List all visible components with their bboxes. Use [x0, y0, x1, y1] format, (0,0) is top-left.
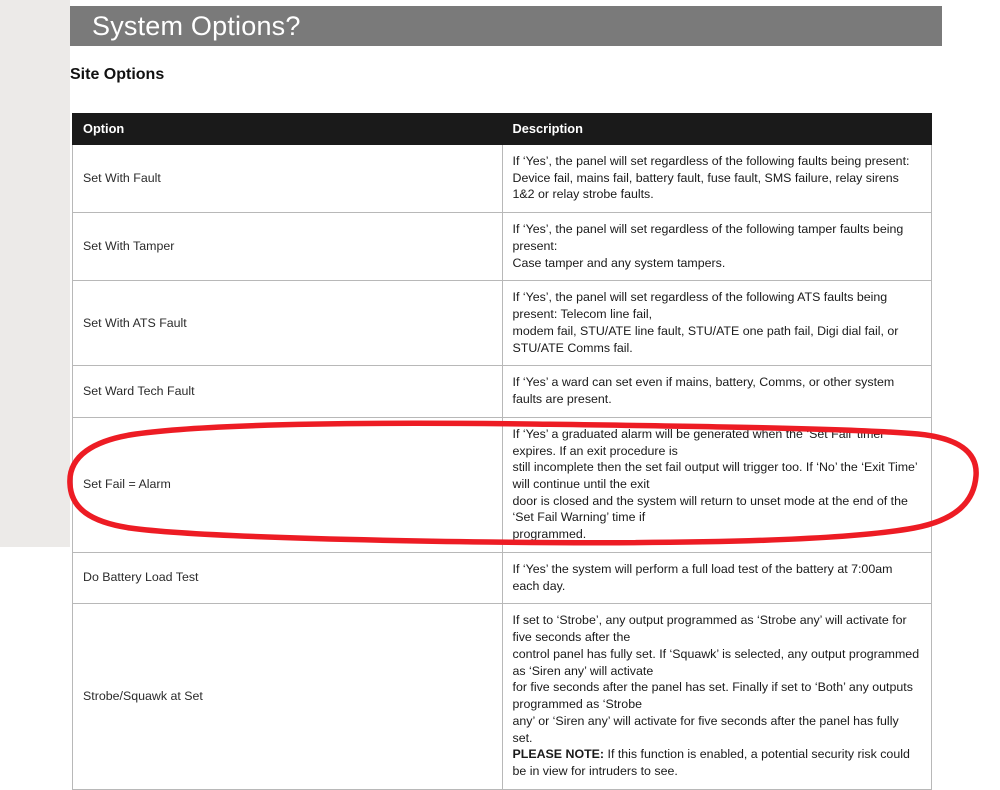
table-row: [73, 417, 932, 552]
description-line: If ‘Yes’, the panel will set regardless of the following faults being present:: [512, 154, 910, 168]
table-header-row: [73, 114, 932, 145]
table-body: [73, 145, 932, 790]
description-line: door is closed and the system will return to unset mode at the end of the ‘Set Fail Warning’ time if: [512, 493, 908, 525]
description-line: If set to ‘Strobe’, any output programmed as ‘Strobe any’ will activate for five seconds after the: [512, 613, 907, 645]
option-name: Set With ATS Fault: [73, 281, 503, 366]
description-line: If ‘Yes’ a graduated alarm will be generated when the ‘Set Fail’ timer expires. If an exit procedure is: [512, 426, 885, 458]
option-name: Do Battery Load Test: [73, 552, 503, 603]
description-line: If ‘Yes’, the panel will set regardless of the following tamper faults being present:: [512, 222, 904, 253]
description-line: programmed.: [512, 527, 587, 542]
note-text: If this function is enabled, a potential security risk could be in view for intruders to see.: [512, 747, 910, 779]
page-title-bar: [70, 6, 942, 46]
option-description: [502, 145, 932, 213]
table-row: [73, 366, 932, 417]
description-line: for five seconds after the panel has set. Finally if set to ‘Both’ any outputs programmed as ‘Strobe: [512, 680, 913, 712]
description-line: Case tamper and any system tampers.: [512, 255, 726, 270]
page-left-margin: [0, 0, 70, 547]
description-line: If ‘Yes’, the panel will set regardless of the following ATS faults being present: Telecom line fail,: [512, 290, 888, 322]
option-description: [502, 281, 932, 366]
description-line: If ‘Yes’ a ward can set even if mains, battery, Comms, or other system faults are present.: [512, 375, 895, 407]
description-line: Device fail, mains fail, battery fault, fuse fault, SMS failure, relay sirens 1&2 or relay strobe faults.: [512, 170, 899, 202]
option-description: [502, 552, 932, 603]
page-title: System Options?: [92, 10, 301, 41]
option-description: [502, 604, 932, 789]
table-row: [73, 213, 932, 281]
option-name: Set Fail = Alarm: [73, 417, 503, 552]
description-line: If ‘Yes’ the system will perform a full load test of the battery at 7:00am each day.: [512, 561, 893, 593]
table-header: [73, 114, 932, 145]
description-line: modem fail, STU/ATE line fault, STU/ATE one path fail, Digi dial fail, or STU/ATE Comms fail.: [512, 323, 899, 355]
section-heading: Site Options: [70, 66, 165, 83]
option-name: Set Ward Tech Fault: [73, 366, 503, 417]
column-header-description: Description: [502, 114, 932, 145]
option-description: [502, 213, 932, 281]
column-header-option: Option: [73, 114, 503, 145]
option-name: Strobe/Squawk at Set: [73, 604, 503, 789]
description-line: any’ or ‘Siren any’ will activate for five seconds after the panel has fully set.: [512, 713, 899, 745]
description-note: [513, 746, 922, 779]
options-table-wrapper: [72, 113, 932, 790]
table-row: [73, 604, 932, 789]
site-options-table: [72, 113, 932, 790]
option-description: [502, 417, 932, 552]
option-name: Set With Fault: [73, 145, 503, 213]
description-line: control panel has fully set. If ‘Squawk’ is selected, any output programmed as ‘Siren any’ will activate: [512, 646, 920, 678]
option-description: [502, 366, 932, 417]
option-name: Set With Tamper: [73, 213, 503, 281]
table-row: [73, 281, 932, 366]
note-label: PLEASE NOTE:: [512, 747, 605, 762]
table-row: [73, 552, 932, 603]
table-row: [73, 145, 932, 213]
description-line: still incomplete then the set fail output will trigger too. If ‘No’ the ‘Exit Time’ will continue until the exit: [512, 460, 918, 492]
